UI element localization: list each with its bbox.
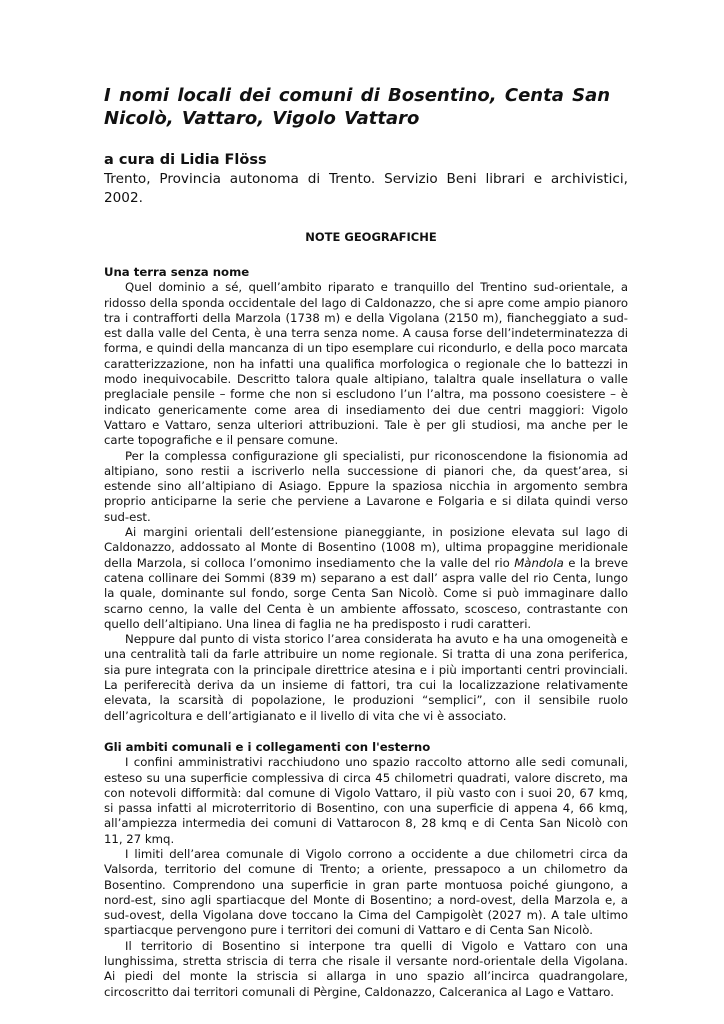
paragraph [104, 280, 628, 448]
section-ambiti-comunali [104, 740, 628, 1000]
title-line-1: I nomi locali dei comuni di Bosentino, Centa San [104, 85, 611, 106]
paragraph [104, 632, 628, 724]
section-terra-senza-nome [104, 265, 628, 724]
subheading-ambiti-comunali: Gli ambiti comunali e i collegamenti con l'esterno [104, 739, 431, 754]
publisher-line: Trento, Provincia autonoma di Trento. Servizio Beni librari e archivistici, 2002. [104, 171, 628, 206]
italic-place-name: Màndola [514, 555, 564, 570]
paragraph-text: Neppure dal punto di vista storico l’area considerata ha avuto e ha una omogeneità e una centralità tali da farle attribuire un nome regionale. Si tratta di una zona periferica, sia pure integrata con la principale direttrice atesina e i più importanti centri provinciali. La periferecità deriva da un insieme di fattori, tra cui la localizzazione relativamente elevata, la scarsità di popolazione, le produzioni “semplici”, con il sensibile ruolo dell’agricoltura e dell’artigianato e il livello di vita che vi è associato. [104, 632, 628, 723]
paragraph [104, 755, 628, 847]
subheading-terra-senza-nome: Una terra senza nome [104, 265, 250, 279]
paragraph-text: e la breve catena collinare dei Sommi (839 m) separano a est dall’ aspra valle del rio Centa, lungo la quale, dominante sul fondo, sorge Centa San Nicolò. Come si può immaginare dallo scarno cenno, la valle del Centa è un ambiente affossato, scosceso, contrastante con quello dell’altipiano. Una linea di faglia ne ha predisposto i rudi caratteri. [104, 555, 629, 631]
paragraph [104, 525, 628, 632]
document-title [104, 84, 628, 130]
paragraph-text: I limiti dell’area comunale di Vigolo corrono a occidente a due chilometri circa da Valsorda, territorio del comune di Trento; a oriente, pressapoco a un chilometro da Bosentino. Comprendono una superficie in gran parte montuosa poiché giungono, a nord-est, sino agli spartiacque del Monte di Bosentino; a nord-ovest, della Marzola e, a sud-ovest, della Vigolana dove toccano la Cima del Campigolèt (2027 m). A tale ultimo spartiacque pervengono pure i territori dei comuni di Vattaro e di Centa San Nicolò. [104, 846, 628, 938]
paragraph-text: Per la complessa configurazione gli specialisti, pur riconoscendone la fisionomia ad altipiano, sono restii a iscriverlo nella successione di pianori che, da quest’area, si estende sino all’altipiano di Asiago. Eppure la spaziosa nicchia in argomento sembra proprio anticiparne la serie che perviene a Lavarone e Folgaria e si dilata quindi verso sud-est. [104, 448, 628, 524]
document-page [104, 84, 628, 1000]
title-line-2: Nicolò, Vattaro, Vigolo Vattaro [104, 108, 420, 129]
paragraph [104, 939, 628, 1000]
paragraph-text: I confini amministrativi racchiudono uno spazio raccolto attorno alle sedi comunali, esteso su una superficie complessiva di circa 45 chilometri quadrati, valore discreto, ma con notevoli difformità: dal comune di Vigolo Vattaro, il più vasto con i suoi 20, 67 kmq, si passa infatti al microterritorio di Bosentino, con una superficie di appena 4, 66 kmq, all’ampiezza intermedia dei comuni di Vattarocon 8, 28 kmq e di Centa San Nicolò con 11, 27 kmq. [104, 755, 628, 846]
paragraph [104, 847, 628, 939]
section-heading: NOTE GEOGRAFICHE [305, 230, 437, 244]
paragraph-text: Il territorio di Bosentino si interpone tra quelli di Vigolo e Vattaro con una lunghissima, stretta striscia di terra che risale il versante nord-orientale della Vigolana. Ai piedi del monte la striscia si allarga in uno spazio all’incirca quadrangolare, circoscritto dai territori comunali di Pèrgine, Caldonazzo, Calceranica al Lago e Vattaro. [104, 938, 628, 999]
curator-line: a cura di Lidia Flöss [104, 152, 267, 168]
paragraph-text: Ai margini orientali dell’estensione pianeggiante, in posizione elevata sul lago di Caldonazzo, addossato al Monte di Bosentino (1008 m), ultima propaggine meridionale della Marzola, si colloca l’omonimo insediamento che la valle del rio [104, 525, 628, 570]
paragraph [104, 449, 628, 525]
paragraph-text: Quel dominio a sé, quell’ambito riparato e tranquillo del Trentino sud-orientale, a ridosso della sponda occidentale del lago di Caldonazzo, che si apre come ampio pianoro tra i contrafforti della Marzola (1738 m) e della Vigolana (2150 m), fiancheggiato a sud-est dalla valle del Centa, è una terra senza nome. A causa forse dell’indeterminatezza di forma, e quindi della mancanza di un tipo esemplare cui ricondurlo, e della poco marcata caratterizzazione, non ha infatti una qualifica morfologica o regionale che lo battezzi in modo inequivocabile. Descritto talora quale altipiano, talaltra quale insellatura o valle preglaciale pensile – forme che non si escludono l’un l’altra, ma possono coesistere – è indicato genericamente come area di insediamento dei due centri maggiori: Vigolo Vattaro e Vattaro, senza ulteriori attribuzioni. Tale è per gli studiosi, ma anche per le carte topografiche e il pensare comune. [104, 280, 628, 448]
